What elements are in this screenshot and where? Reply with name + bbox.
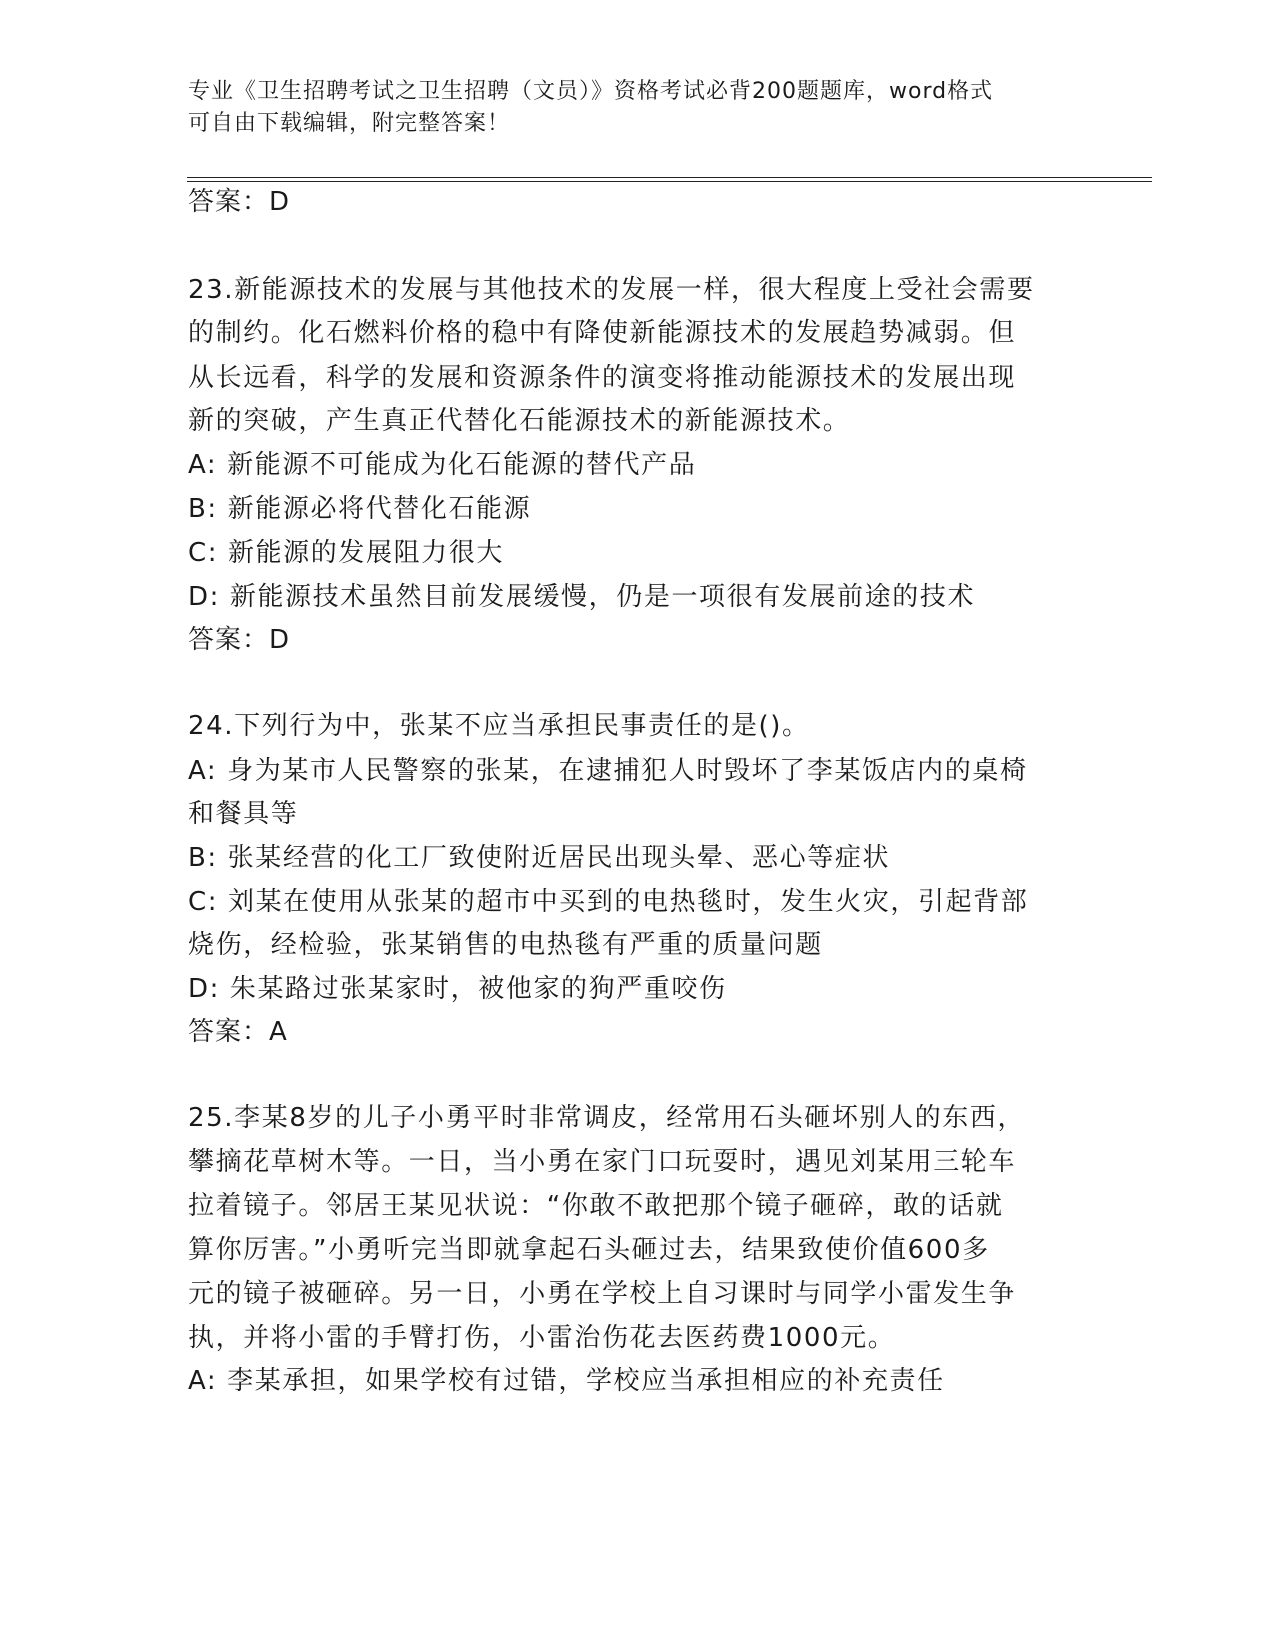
- q24-option-c-line-1: C: 刘某在使用从张某的超市中买到的电热毯时，发生火灾，引起背部: [188, 887, 1029, 917]
- q23-option-b: B: 新能源必将代替化石能源: [188, 494, 532, 524]
- q25-stem-line-5: 元的镜子被砸碎。另一日，小勇在学校上自习课时与同学小雷发生争: [188, 1279, 1017, 1309]
- q23-option-c: C: 新能源的发展阻力很大: [188, 538, 504, 568]
- q24-option-b: B: 张某经营的化工厂致使附近居民出现头晕、恶心等症状: [188, 843, 891, 873]
- q25-stem-line-3: 拉着镜子。邻居王某见状说：“你敢不敢把那个镜子砸碎，敢的话就: [188, 1191, 1004, 1221]
- q25-stem-line-6: 执，并将小雷的手臂打伤，小雷治伤花去医药费1000元。: [188, 1323, 896, 1353]
- q23-stem-line-3: 从长远看，科学的发展和资源条件的演变将推动能源技术的发展出现: [188, 363, 1017, 393]
- q24-option-c-line-2: 烧伤，经检验，张某销售的电热毯有严重的质量问题: [188, 930, 823, 960]
- q25-stem-line-4: 算你厉害。”小勇听完当即就拿起石头砸过去，结果致使价值600多: [188, 1235, 990, 1265]
- q24-option-a-line-2: 和餐具等: [188, 799, 299, 829]
- q25-stem-line-2: 攀摘花草树木等。一日，当小勇在家门口玩耍时，遇见刘某用三轮车: [188, 1147, 1017, 1177]
- header-line-1: 专业《卫生招聘考试之卫生招聘（文员）》资格考试必背200题题库，word格式: [188, 79, 994, 104]
- q23-option-d: D: 新能源技术虽然目前发展缓慢，仍是一项很有发展前途的技术: [188, 582, 976, 612]
- q25-option-a: A: 李某承担，如果学校有过错，学校应当承担相应的补充责任: [188, 1366, 945, 1396]
- header-divider: [187, 177, 1152, 182]
- q24-answer: 答案：A: [188, 1017, 288, 1047]
- q23-answer: 答案：D: [188, 625, 291, 655]
- q24-option-a-line-1: A: 身为某市人民警察的张某，在逮捕犯人时毁坏了李某饭店内的桌椅: [188, 756, 1028, 786]
- q23-stem-line-1: 23.新能源技术的发展与其他技术的发展一样，很大程度上受社会需要: [188, 275, 1035, 305]
- q24-option-d: D: 朱某路过张某家时，被他家的狗严重咬伤: [188, 974, 727, 1004]
- q23-stem-line-4: 新的突破，产生真正代替化石能源技术的新能源技术。: [188, 406, 851, 436]
- q23-stem-line-2: 的制约。化石燃料价格的稳中有降使新能源技术的发展趋势减弱。但: [188, 318, 1017, 348]
- header-line-2: 可自由下载编辑，附完整答案！: [188, 111, 511, 136]
- q24-stem: 24.下列行为中，张某不应当承担民事责任的是()。: [188, 711, 810, 741]
- q23-option-a: A: 新能源不可能成为化石能源的替代产品: [188, 450, 697, 480]
- page-header: [188, 76, 1068, 140]
- answer-previous: 答案：D: [188, 187, 291, 217]
- q25-stem-line-1: 25.李某8岁的儿子小勇平时非常调皮，经常用石头砸坏别人的东西，: [188, 1103, 1026, 1133]
